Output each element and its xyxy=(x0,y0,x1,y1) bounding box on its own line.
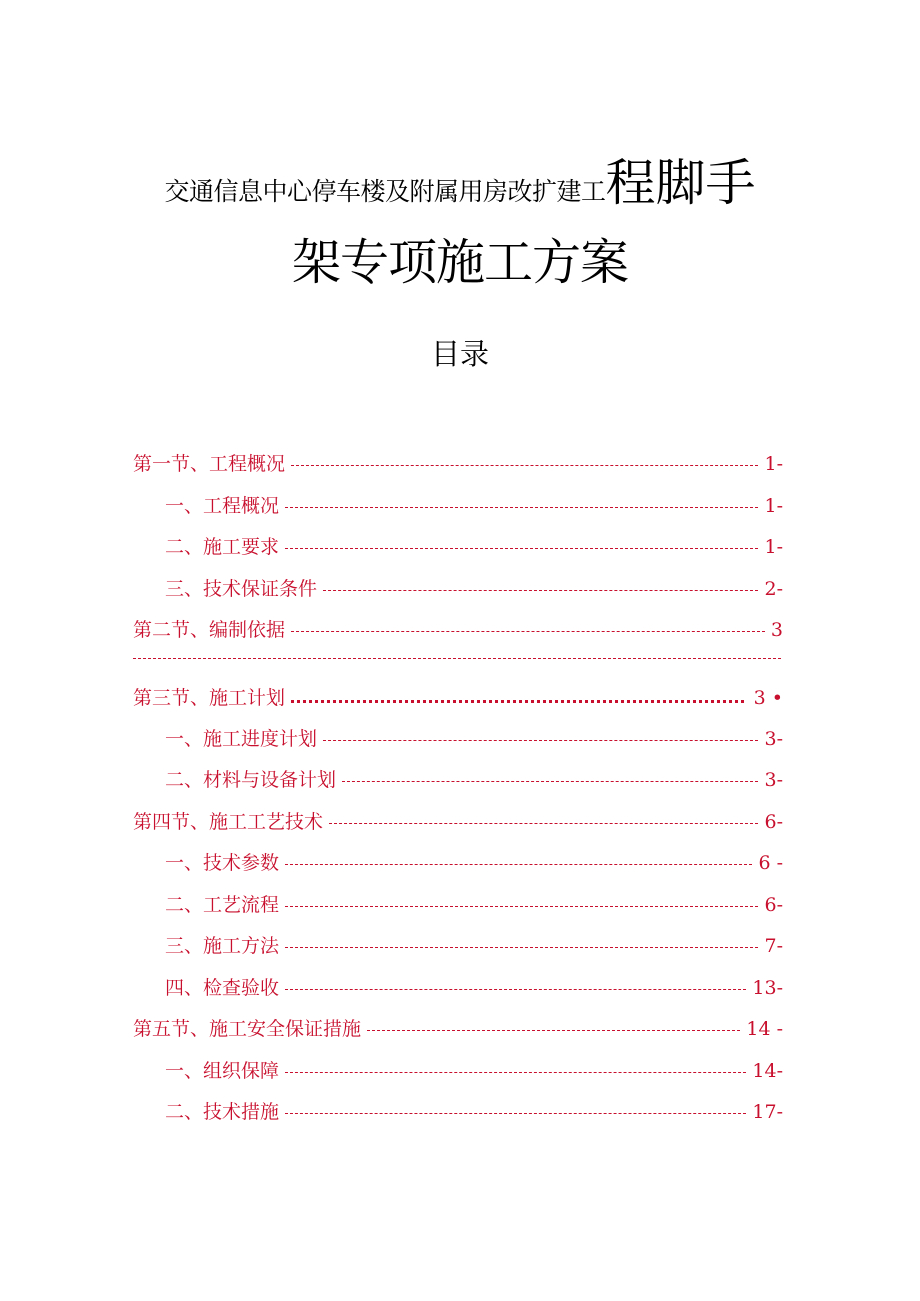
document-title-line1 xyxy=(0,154,920,212)
toc-entry-label: 第五节、施工安全保证措施 xyxy=(133,1017,362,1040)
toc-entry-1-1[interactable] xyxy=(133,490,783,522)
toc-leader xyxy=(291,465,758,466)
toc-entry-3-2[interactable] xyxy=(133,764,783,796)
toc-entry-label: 第三节、施工计划 xyxy=(133,686,286,709)
toc-entry-label: 一、工程概况 xyxy=(165,494,280,517)
toc-entry-label: 三、施工方法 xyxy=(165,934,280,957)
toc-leader xyxy=(323,740,758,741)
toc-entry-4-3[interactable] xyxy=(133,930,783,962)
toc-leader xyxy=(367,1030,740,1031)
toc-leader xyxy=(285,989,746,990)
toc-entry-page: 17- xyxy=(752,1100,783,1123)
toc-entry-page: 13- xyxy=(752,976,783,999)
toc-entry-page: 6- xyxy=(764,893,783,916)
toc-entry-4-2[interactable] xyxy=(133,889,783,921)
toc-entry-1-3[interactable] xyxy=(133,573,783,605)
toc-entry-label: 一、施工进度计划 xyxy=(165,727,318,750)
toc-entry-label: 二、材料与设备计划 xyxy=(165,768,337,791)
toc-entry-page: 3 • xyxy=(753,686,783,709)
toc-entry-section-1[interactable] xyxy=(133,448,783,480)
toc-entry-label: 二、技术措施 xyxy=(165,1100,280,1123)
toc-leader xyxy=(329,823,758,824)
toc-entry-label: 二、施工要求 xyxy=(165,535,280,558)
toc-leader xyxy=(285,864,752,865)
toc-heading: 目录 xyxy=(430,337,489,371)
toc-entry-label: 一、组织保障 xyxy=(165,1059,280,1082)
toc-leader xyxy=(285,548,758,549)
title-line1-small: 交通信息中心停车楼及附属用房改扩建工 xyxy=(164,177,606,206)
toc-entry-page: 6- xyxy=(764,810,783,833)
toc-entry-3-1[interactable] xyxy=(133,723,783,755)
document-title-line2: 架专项施工方案 xyxy=(291,234,628,291)
toc-entry-page: 3- xyxy=(764,768,783,791)
toc-entry-label: 三、技术保证条件 xyxy=(165,577,318,600)
toc-separator-line xyxy=(133,658,781,659)
toc-entry-page: 7- xyxy=(764,934,783,957)
toc-entry-1-2[interactable] xyxy=(133,531,783,563)
toc-entry-label: 四、检查验收 xyxy=(165,976,280,999)
toc-entry-section-4[interactable] xyxy=(133,806,783,838)
toc-entry-label: 第四节、施工工艺技术 xyxy=(133,810,324,833)
toc-entry-5-2[interactable] xyxy=(133,1096,783,1128)
toc-entry-5-1[interactable] xyxy=(133,1055,783,1087)
toc-entry-page: 14 - xyxy=(746,1017,783,1040)
toc-entry-label: 第二节、编制依据 xyxy=(133,618,286,641)
toc-leader xyxy=(285,507,758,508)
toc-leader xyxy=(285,947,758,948)
toc-entry-4-4[interactable] xyxy=(133,972,783,1004)
toc-entry-label: 二、工艺流程 xyxy=(165,893,280,916)
toc-leader xyxy=(285,1113,746,1114)
toc-entry-label: 第一节、工程概况 xyxy=(133,452,286,475)
toc-entry-section-2[interactable] xyxy=(133,614,783,646)
toc-entry-page: 3 xyxy=(770,618,783,641)
toc-entry-4-1[interactable] xyxy=(133,847,783,879)
toc-entry-page: 3- xyxy=(764,727,783,750)
toc-leader xyxy=(291,631,765,632)
toc-leader xyxy=(342,781,758,782)
toc-entry-section-5[interactable] xyxy=(133,1013,783,1045)
toc-leader xyxy=(285,906,758,907)
toc-entry-page: 6 - xyxy=(758,851,783,874)
toc-entry-page: 1- xyxy=(764,452,783,475)
toc-leader xyxy=(291,700,744,703)
toc-entry-page: 14- xyxy=(752,1059,783,1082)
toc-leader xyxy=(285,1072,746,1073)
toc-entry-page: 2- xyxy=(764,577,783,600)
toc-entry-section-3[interactable] xyxy=(133,682,783,714)
toc-entry-label: 一、技术参数 xyxy=(165,851,280,874)
title-line1-large: 程脚手 xyxy=(605,154,756,212)
toc-leader xyxy=(323,590,758,591)
toc-entry-page: 1- xyxy=(764,535,783,558)
toc-entry-page: 1- xyxy=(764,494,783,517)
